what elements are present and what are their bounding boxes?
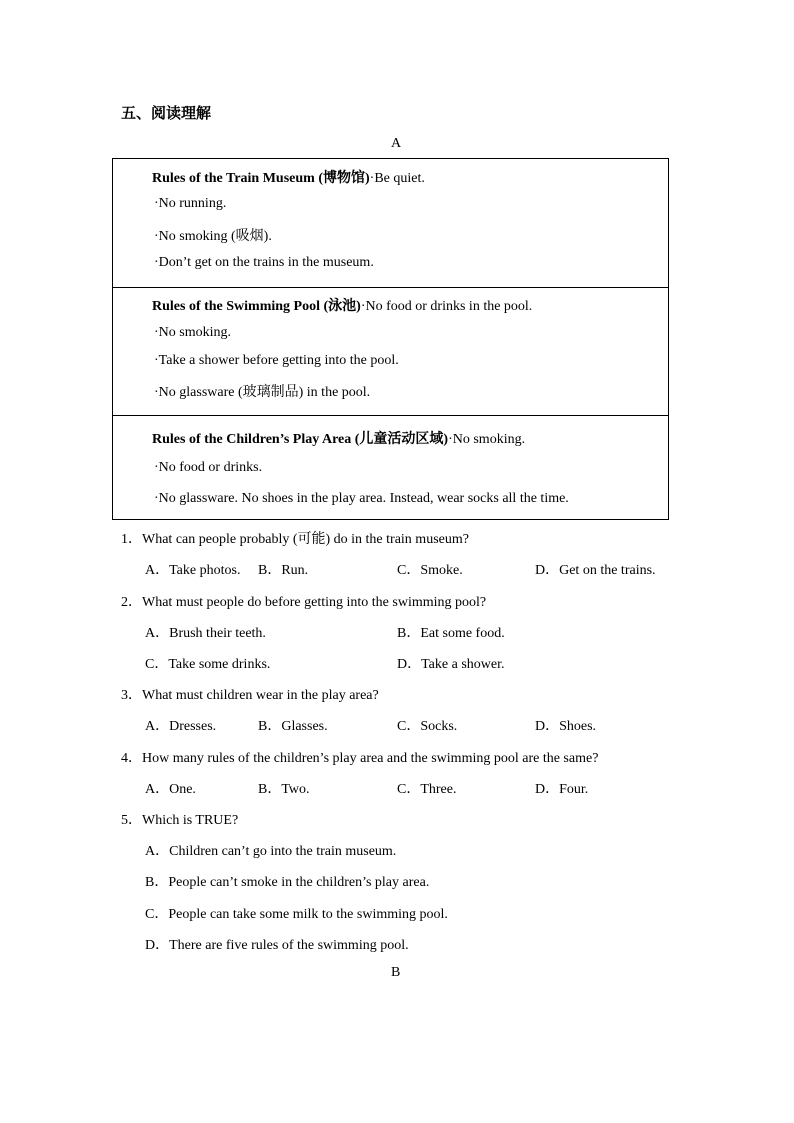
passage-b-label: B [391, 965, 401, 980]
option-d: D．Four. [535, 782, 589, 797]
rules-row-train-museum [152, 167, 425, 187]
question-text: What must people do before getting into the swimming pool? [142, 595, 487, 610]
option-d: D．Shoes. [535, 719, 597, 734]
rule-item: ·No smoking (吸烟). [154, 229, 272, 244]
question-3 [121, 684, 379, 704]
option-a: A．Brush their teeth. [145, 626, 266, 641]
question-number: 1． [121, 532, 142, 547]
question-text: What can people probably (可能) do in the train museum? [142, 532, 469, 547]
question-5 [121, 809, 238, 829]
question-text: What must children wear in the play area? [142, 688, 379, 703]
option-a: A．One. [145, 782, 196, 797]
option-c: C．Take some drinks. [145, 657, 271, 672]
rule-item: ·No running. [154, 196, 227, 211]
rule-item: ·Take a shower before getting into the pool. [154, 353, 399, 368]
question-number: 4． [121, 751, 142, 766]
option-b: B．People can’t smoke in the children’s play area. [145, 875, 430, 890]
rules-heading: Rules of the Swimming Pool (泳池) [152, 299, 361, 314]
question-4 [121, 747, 598, 767]
question-text: Which is TRUE? [142, 813, 239, 828]
rules-row-play-area [152, 428, 525, 448]
option-d: D．There are five rules of the swimming pool. [145, 938, 409, 953]
rule-item: ·No glassware. No shoes in the play area. Instead, wear socks all the time. [154, 491, 569, 506]
rule-item: ·No smoking. [154, 325, 231, 340]
question-1 [121, 528, 469, 548]
option-b: B．Run. [258, 563, 309, 578]
question-number: 5． [121, 813, 142, 828]
question-2 [121, 591, 486, 611]
question-text: How many rules of the children’s play area and the swimming pool are the same? [142, 751, 599, 766]
option-c: C．Three. [397, 782, 457, 797]
option-b: B．Glasses. [258, 719, 328, 734]
option-a: A．Take photos. [145, 563, 241, 578]
passage-a-label: A [391, 136, 402, 151]
option-d: D．Get on the trains. [535, 563, 656, 578]
section-title: 五、阅读理解 [121, 106, 212, 122]
option-a: A．Children can’t go into the train museum. [145, 844, 397, 859]
question-number: 2． [121, 595, 142, 610]
rule-item: ·No glassware (玻璃制品) in the pool. [154, 385, 371, 400]
option-b: B．Eat some food. [397, 626, 505, 641]
rule-item: ·No food or drinks. [154, 460, 263, 475]
rule-item: ·No smoking. [448, 432, 526, 447]
option-d: D．Take a shower. [397, 657, 505, 672]
rules-row-swimming-pool [152, 295, 532, 315]
option-b: B．Two. [258, 782, 310, 797]
table-divider [112, 287, 669, 288]
rule-item: ·Be quiet. [369, 171, 425, 186]
option-c: C．People can take some milk to the swimming pool. [145, 907, 448, 922]
rule-item: ·No food or drinks in the pool. [360, 299, 533, 314]
table-divider [112, 415, 669, 416]
question-number: 3． [121, 688, 142, 703]
rule-item: ·Don’t get on the trains in the museum. [154, 255, 374, 270]
option-c: C．Socks. [397, 719, 458, 734]
option-c: C．Smoke. [397, 563, 463, 578]
option-a: A．Dresses. [145, 719, 217, 734]
rules-heading: Rules of the Children’s Play Area (儿童活动区域) [152, 432, 449, 447]
rules-heading: Rules of the Train Museum (博物馆) [152, 171, 370, 186]
